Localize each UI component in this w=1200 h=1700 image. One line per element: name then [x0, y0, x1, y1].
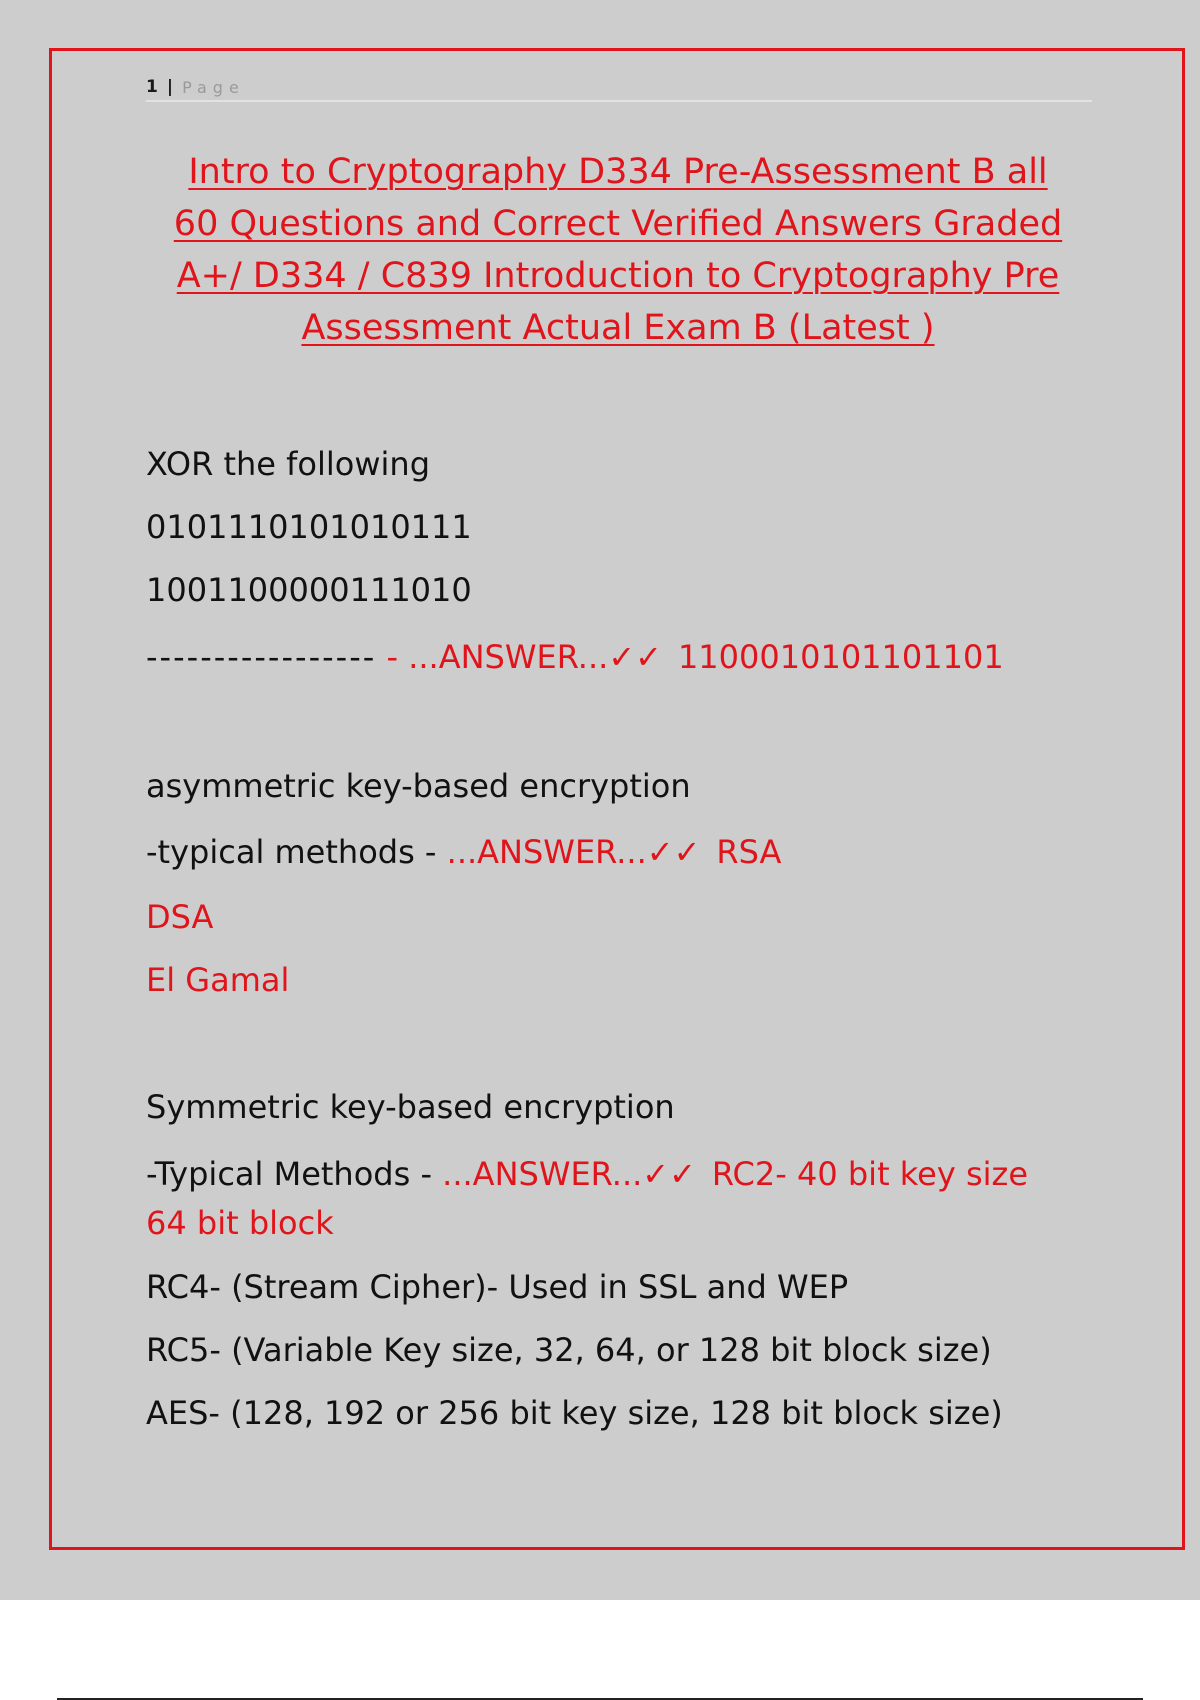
q3-rc4-line: RC4- (Stream Cipher)- Used in SSL and WEP: [146, 1268, 849, 1306]
q1-dashes: -----------------: [146, 638, 377, 676]
q3-answer-line: [146, 1154, 1028, 1194]
q2-answer-line: [146, 832, 781, 872]
title-line-2: 60 Questions and Correct Verified Answers Graded: [173, 204, 1063, 244]
document-title: [150, 146, 1086, 354]
q3-prompt-2: -Typical Methods -: [146, 1155, 432, 1193]
title-line-1: Intro to Cryptography D334 Pre-Assessment B all: [188, 152, 1048, 192]
q1-answer: 1100010101101101: [677, 638, 1004, 676]
page-number: 1: [146, 77, 158, 97]
q3-prompt: Symmetric key-based encryption: [146, 1088, 675, 1126]
q2-answer-line-2: DSA: [146, 898, 214, 936]
q3-aes-line: AES- (128, 192 or 256 bit key size, 128 bit block size): [146, 1394, 1003, 1432]
q2-answer: RSA: [716, 833, 782, 871]
q2-prompt-2: -typical methods -: [146, 833, 437, 871]
q1-dash-separator: -: [386, 638, 399, 676]
q2-answer-marker: ...ANSWER...✓✓: [446, 833, 701, 871]
q2-answer-line-3: El Gamal: [146, 961, 290, 999]
q1-bits-b: 1001100000111010: [146, 571, 472, 609]
q2-prompt: asymmetric key-based encryption: [146, 767, 691, 805]
q1-bits-a: 0101110101010111: [146, 508, 472, 546]
title-line-4: Assessment Actual Exam B (Latest ): [301, 308, 935, 348]
q3-answer-marker: ...ANSWER...✓✓: [442, 1155, 696, 1193]
q1-prompt: XOR the following: [146, 445, 431, 483]
q3-answer: RC2- 40 bit key size: [711, 1155, 1029, 1193]
q1-answer-line: [146, 637, 1004, 677]
q3-answer-line-2: 64 bit block: [146, 1204, 334, 1242]
page-header: [146, 74, 1092, 102]
q3-rc5-line: RC5- (Variable Key size, 32, 64, or 128 bit block size): [146, 1331, 992, 1369]
page-word: Page: [182, 77, 245, 97]
q1-answer-marker: ...ANSWER...✓✓: [408, 638, 662, 676]
title-line-3: A+/ D334 / C839 Introduction to Cryptography Pre: [176, 256, 1060, 296]
page-separator: |: [166, 77, 174, 97]
